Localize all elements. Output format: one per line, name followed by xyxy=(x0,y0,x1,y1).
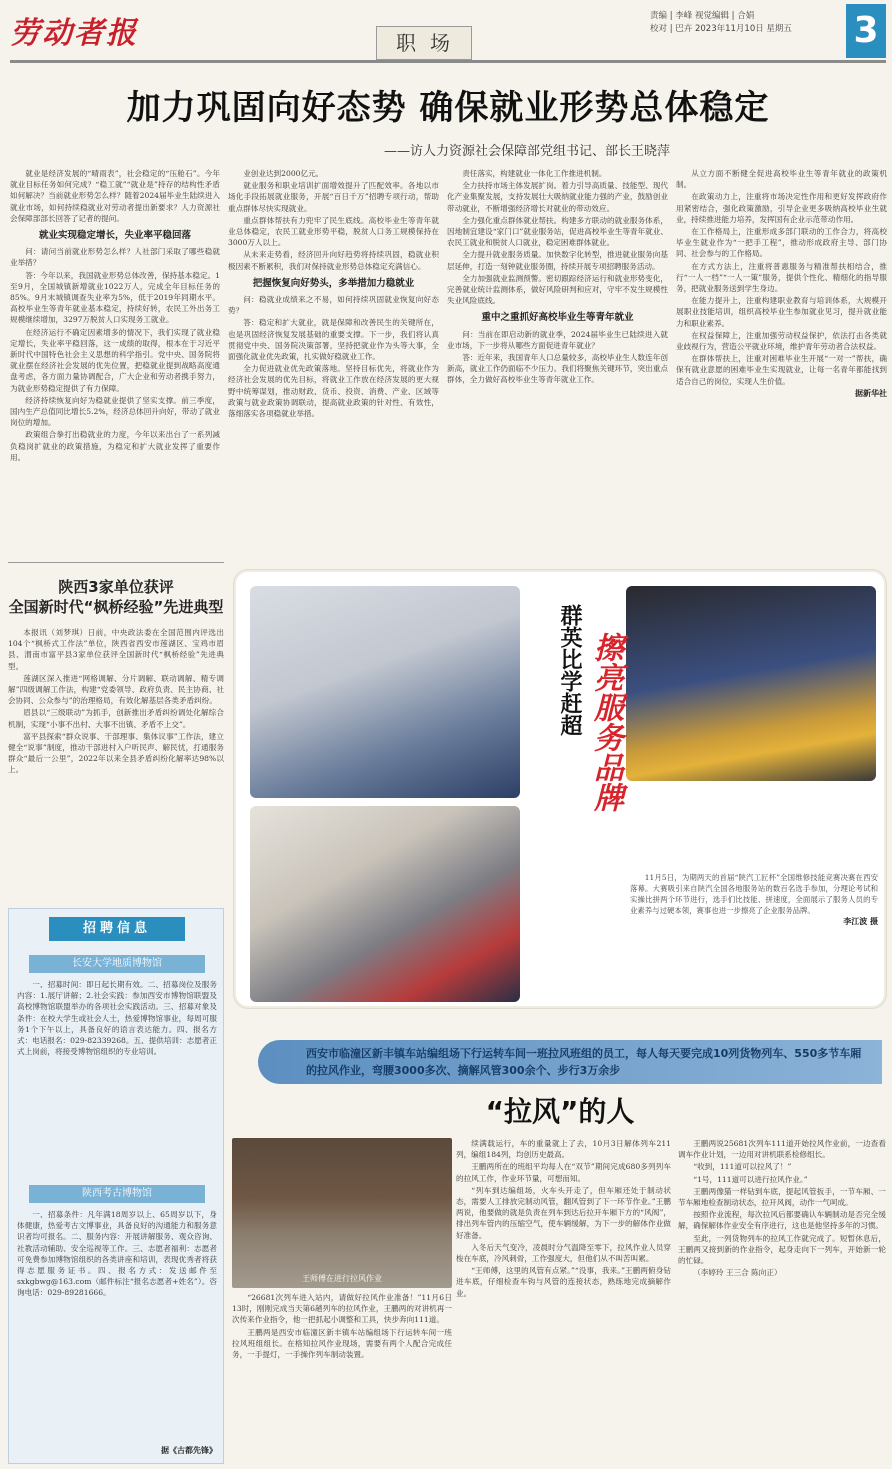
archaeology-museum-body xyxy=(17,1209,217,1441)
paragraph: 问：当前在即启动新的就业季，2024届毕业生已陆续进入就业市场，下一步将从哪些方面促进青年就业？ xyxy=(447,329,668,350)
paragraph: 王鹏两是西安市临潼区新丰镇车站编组场下行运转车间一班拉风班组组长。在格知拉风作业现场，需要有两个人配合完成任务，一手提灯，一手操作列车制动装置。 xyxy=(232,1327,452,1360)
paragraph: 问：请问当前就业形势怎么样？人社部门采取了哪些稳就业举措？ xyxy=(10,247,220,268)
section-heading: 把握恢复向好势头，多举措加力稳就业 xyxy=(252,277,415,289)
org-label-archaeology-museum: 陕西考古博物馆 xyxy=(29,1185,205,1203)
story-column-1 xyxy=(232,1292,452,1460)
paragraph: 王鹏两像猫一样钻到车底，提起风管扳手，一节车厢、一节车厢地检查制动状态，拉开风阀，动作一气呵成。 xyxy=(678,1186,886,1208)
editor-info xyxy=(650,10,840,36)
paragraph: 全力扶持市场主体发展扩岗。着力引导高质量、技能型、现代化产业集聚发展，支持发展壮大吸纳就业能力强的产业，鼓励创业带动就业，不断增强经济增长对就业的带动效应。 xyxy=(447,181,668,213)
paragraph: （李婷玲 王三合 陈向正） xyxy=(693,1268,782,1278)
engine-repair-photo xyxy=(626,586,876,781)
paragraph: 问：稳就业成绩来之不易，如何持续巩固就业恢复向好态势？ xyxy=(228,295,439,316)
paragraph: 王鹏两所在的班组平均每人在“双节”期间完成680多列列车的拉风工作，作业环节量，可想而知。 xyxy=(456,1162,671,1183)
section-heading: 就业实现稳定增长，失业率平稳回落 xyxy=(38,230,191,242)
section-heading: 重中之重抓好高校毕业生等青年就业 xyxy=(481,312,634,324)
shaanxi-title xyxy=(8,577,224,617)
paragraph: 在能力提升上，注重构建职业教育与培训体系，大规模开展职业技能培训，组织高校毕业生参加就业见习，提升就业能力和职业素养。 xyxy=(676,296,887,328)
paragraph: 答：稳定和扩大就业，就是保障和改善民生的关键所在，也是巩固经济恢复发展基础的重要支撑。下一步，我们将认真贯彻党中央、国务院决策部署，坚持把就业作为头等大事，全面强化就业优先政策，扎实做好稳就业工作。 xyxy=(228,318,439,362)
shaanxi-title-line-1: 陕西3家单位获评 xyxy=(58,578,174,596)
paragraph: 本报讯（刘梦琪）日前，中央政法委在全国范围内评选出104个“枫桥式工作法”单位，陕西省西安市莲湖区、宝鸡市眉县、渭南市富平县3家单位获评全国新时代“枫桥经验”先进典型。 xyxy=(8,628,224,671)
story-column-2 xyxy=(456,1138,671,1460)
archaeology-museum-text: 一、招募条件：凡年满18周岁以上、65周岁以下，身体健康，热爱考古文博事业，具备良好的沟通能力和服务意识者均可报名。二、服务内容：开展讲解服务、观众咨询、社教活动辅助、安全巡视等工作。三、志愿者福利：志愿者可免费参加博物馆组织的各类讲座和培训，表现优秀者将获得志愿服务证书。四、报名方式：发送邮件至 sxkgbwg@163.com（邮件标注“报名志愿者+姓名”）。咨询电话：029-89281666。 xyxy=(17,1210,217,1298)
main-subhead: ——访人力资源社会保障部党组书记、部长王晓萍 xyxy=(383,144,670,159)
paragraph: 在工作格局上，注重形成多部门联动的工作合力，将高校毕业生就业作为“一把手工程”，推动形成政府主导、部门协同、社会参与的工作格局。 xyxy=(676,227,887,259)
page-number: 3 xyxy=(846,4,886,58)
shaanxi-body xyxy=(8,627,224,899)
paragraph: 在经济运行不确定因素增多的情况下，我们实现了就业稳定增长，失业率平稳回落，这一成绩的取得，根本在于习近平新时代中国特色社会主义思想的科学指引。党中央、国务院将就业摆在经济社会发展的优先位置，把稳就业提到战略高度通盘考虑，各方面力量协调配合，广大企业和劳动者携手努力，为就业形势稳定提供了有力保障。 xyxy=(10,327,220,393)
main-headline: 加力巩固向好态势 确保就业形势总体稳定 xyxy=(126,88,770,128)
paragraph: 按照作业流程，每次拉风后都要确认车辆制动是否完全缓解，确保解体作业安全有序进行，这也是他坚持多年的习惯。 xyxy=(678,1210,886,1231)
article-credit: 据新华社 xyxy=(855,387,887,398)
train-worker-photo xyxy=(232,1138,452,1288)
interview-column-3 xyxy=(447,168,668,548)
paragraph: 答：近年来，我国青年人口总量较多，高校毕业生人数连年创新高，就业工作仍面临不少压力。我们将聚焦关键环节，突出重点群体，全力做好高校毕业生等青年就业工作。 xyxy=(447,353,668,385)
paragraph: 业创业达到2000亿元。 xyxy=(243,169,324,178)
editor-line-2: 校对 | 巴卉 2023年11月10日 星期五 xyxy=(650,24,792,34)
paragraph: 在方式方法上，注重将普惠服务与精准帮扶相结合，推行“一人一档”“一人一策”服务，提供个性化、精细化的指导服务，把就业服务送到学生身边。 xyxy=(676,261,887,294)
recruitment-heading: 招聘信息 xyxy=(49,917,185,941)
shaanxi-title-line-2: 全国新时代“枫桥经验”先进典型 xyxy=(8,598,224,616)
feature-caption xyxy=(630,872,878,927)
paragraph: 从立方面不断健全促进高校毕业生等青年就业的政策机制。 xyxy=(676,169,887,190)
paragraph: 在权益保障上，注重加强劳动权益保护，依法打击各类就业歧视行为，营造公平就业环境，维护青年劳动者合法权益。 xyxy=(676,330,887,352)
feature-panel xyxy=(234,570,886,1008)
story-column-3 xyxy=(678,1138,886,1460)
paragraph: 至此，一列货物列车的拉风工作就完成了。短暂休息后，王鹏两又接到新的作业指令，起身走向下一列车，开始新一轮的忙碌。 xyxy=(678,1233,886,1266)
paragraph: “列车到达编组场，火车头开走了，但车厢还处于制动状态，需要人工排放完制动风管，翻风管到了下一环节作业。”王鹏两说，他要做的就是负责在列车到达后拉开车厢下方的“风阀”，排出列车管内的压缩空气，使车辆缓解，为下一步的解体作业做好准备。 xyxy=(456,1185,671,1240)
paragraph: 全力促进就业优先政策落地。坚持目标优先，将就业作为经济社会发展的优先目标，将就业工作放在经济发展的更大视野中统筹谋划，推动财政、货币、投资、消费、产业、区域等政策与就业政策协调联动，提高就业政策的针对性、有效性，落细落实各项稳就业举措。 xyxy=(228,364,439,419)
org-label-geology-museum: 长安大学地质博物馆 xyxy=(29,955,205,973)
paragraph: 全力强化重点群体就业帮扶。构建多方联动的就业服务体系，因地制宜建设“家门口”就业服务站，促进高校毕业生等青年就业、农民工就业和脱贫人口就业，稳定困难群体就业。 xyxy=(447,215,668,248)
interview-column-4 xyxy=(676,168,887,543)
paragraph: 重点群体帮扶有力兜牢了民生底线。高校毕业生等青年就业总体稳定，农民工就业形势平稳，脱贫人口务工规模保持在3000万人以上。 xyxy=(228,215,439,248)
story-title: “拉风”的人 xyxy=(485,1095,635,1128)
editor-line-1: 责编 | 李峰 视觉编辑 | 合娟 xyxy=(650,11,755,21)
paragraph: 全力提升就业服务质量。加快数字化转型，推进就业服务向基层延伸，打造一刻钟就业服务圈，持续开展专项招聘服务活动。 xyxy=(447,250,668,271)
section-label: 职场 xyxy=(376,26,472,60)
paragraph: 从未来走势看，经济回升向好趋势将持续巩固，稳就业积极因素不断累积，我们对保持就业形势总体稳定充满信心。 xyxy=(228,250,439,271)
paragraph: “收到，111道可以拉风了！” xyxy=(693,1162,792,1172)
paragraph: 全力加强就业监测预警。密切跟踪经济运行和就业形势变化，完善就业统计监测体系，做好风险研判和应对，守牢不发生规模性失业风险底线。 xyxy=(447,273,668,306)
newspaper-logo: 劳动者报 xyxy=(10,16,138,51)
paragraph: 政策组合拳打出稳就业的力度，今年以来出台了一系列减负稳岗扩就业的政策措施，为稳定和扩大就业发挥了重要作用。 xyxy=(10,430,220,462)
recruitment-credit: 据《古都先锋》 xyxy=(161,1445,217,1455)
paragraph: 眉县以“三级联动”为抓手，创新推出矛盾纠纷调处化解综合机制，实现“小事不出村、大事不出镇、矛盾不上交”。 xyxy=(8,708,224,729)
paragraph: 就业服务和职业培训扩面增效提升了匹配效率。各地以市场化手段拓展就业服务，开展“百日千万”招聘专项行动，帮助重点群体尽快实现就业。 xyxy=(228,181,439,213)
feature-caption-text: 11月5日，为期两天的首届“陕汽工匠杯”全国维修技能竞赛决赛在西安落幕。大赛吸引来自陕汽全国各地服务站的数百名选手参加，分理论考试和实操比拼两个环节进行，选手们比技能、拼速度，全面展示了服务人员的专业素养与过硬本领，赛事也进一步擦亮了企业服务品牌。 xyxy=(630,873,878,915)
paragraph: 在群体帮扶上，注重对困难毕业生开展“一对一”帮扶，确保有就业意愿的困难毕业生实现就业，让每一名青年都能找到适合自己的岗位，实现人生价值。 xyxy=(676,354,887,386)
interview-column-2 xyxy=(228,168,439,546)
train-photo-caption: 王师傅在进行拉风作业 xyxy=(302,1274,382,1283)
paragraph: 莲湖区深入推进“网格调解、分片调解、联动调解、精专调解”四级调解工作法，构建“党委领导、政府负责、民主协商、社会协同、公众参与”的治理格局，有效化解基层各类矛盾纠纷。 xyxy=(8,673,224,706)
geology-museum-body xyxy=(17,979,217,1179)
paragraph: 在政策动力上，注重将市场决定性作用和更好发挥政府作用紧密结合，强化政策激励，引导企业更多吸纳高校毕业生就业，持续推进能力培养，发挥国有企业示范带动作用。 xyxy=(676,192,887,224)
interview-column-1 xyxy=(10,168,220,548)
paragraph: 答：今年以来，我国就业形势总体改善，保持基本稳定。1至9月，全国城镇新增就业1022万人，完成全年目标任务的85%。9月末城镇调查失业率为5%，低于2019年同期水平。高校毕业生等青年就业基本稳定，持续好转，农民工外出务工规模继续增加，3297万脱贫人口实现务工就业。 xyxy=(10,270,220,325)
feature-title-red: 擦亮服务品牌 xyxy=(588,632,623,812)
story-banner-text: 西安市临潼区新丰镇车站编组场下行运转车间一班拉风班组的员工，每人每天要完成10列货物列车、550多节车厢的拉风作业，弯腰3000多次、摘解风管300余个、步行3万余步 xyxy=(306,1047,862,1077)
paragraph: 富平县探索“群众说事、干部理事、集体议事”工作法，建立健全“说事”制度，推动干部进村入户听民声、解民忧，打通服务群众“最后一公里”，2022年以来全县矛盾纠纷化解率达98%以上。 xyxy=(8,731,224,775)
paragraph: 经济持续恢复向好为稳就业提供了坚实支撑。前三季度，国内生产总值同比增长5.2%，经济总体回升向好，带动了就业岗位的增加。 xyxy=(10,395,220,428)
paragraph: “26681次列车进入站内，请做好拉风作业准备！”11月6日13时，刚刚完成当天第6趟列车的拉风作业，王鹏两的对讲机再一次传来作业指令，他一把抓起小调整和工具，快步奔向111道。 xyxy=(232,1293,452,1325)
header-rule xyxy=(10,60,886,63)
feature-credit: 李江波 摄 xyxy=(843,916,878,926)
paragraph: 王鹏两说25681次列车111道开始拉风作业前，一边查看调车作业计划，一边用对讲机联系检修组长。 xyxy=(678,1139,886,1160)
workshop-photo xyxy=(250,586,520,798)
paragraph: “1号，111道可以进行拉风作业。” xyxy=(693,1174,808,1184)
competition-photo xyxy=(250,806,520,1002)
feature-title-black: 群英比学赶超 xyxy=(557,604,582,736)
paragraph: 责任落实，构建就业一体化工作推进机制。 xyxy=(462,169,607,178)
paragraph: 续满载运行，车的重量就上了去，10月3日解体列车211列，编组184列，均创历史最高。 xyxy=(456,1139,671,1160)
geology-museum-text: 一、招募时间：即日起长期有效。二、招募岗位及服务内容：1.展厅讲解；2.社会实践：参加西安市博物馆联盟及高校博物馆联盟举办的各项社会实践活动。三、招募对象及条件：在校大学生或社会人士，热爱博物馆事业，每周可服务1个下午以上，具备良好的语言表达能力。四、报名方式：电话报名：029-82339268。五、提供培训：志愿者正式上岗前，将接受博物馆组织的专业培训。 xyxy=(17,980,217,1057)
paragraph: “王师傅，这里的风管有点紧。”“没事，我来。”王鹏两俯身钻进车底，仔细检查车钩与风管的连接状态，熟练地完成摘解作业。 xyxy=(456,1266,671,1298)
recruitment-box xyxy=(8,908,224,1464)
shaanxi-article xyxy=(8,562,224,904)
paragraph: 就业是经济发展的“晴雨表”，社会稳定的“压舱石”。今年就业目标任务如何完成？“稳工就”“就业是”持存的结构性矛盾如何解决？当前就业形势怎么样？随着2024届毕业生陆续进入就业市场，如何持续稳就业对劳动者提出新要求？人力资源社会保障部部长回答了记者的提问。 xyxy=(10,169,220,223)
paragraph: 入冬后天气变冷，凌晨时分气温降至零下，拉风作业人员穿梭在车底，冷风刺骨，工作强度大，但他们从不叫苦叫累。 xyxy=(456,1242,671,1264)
